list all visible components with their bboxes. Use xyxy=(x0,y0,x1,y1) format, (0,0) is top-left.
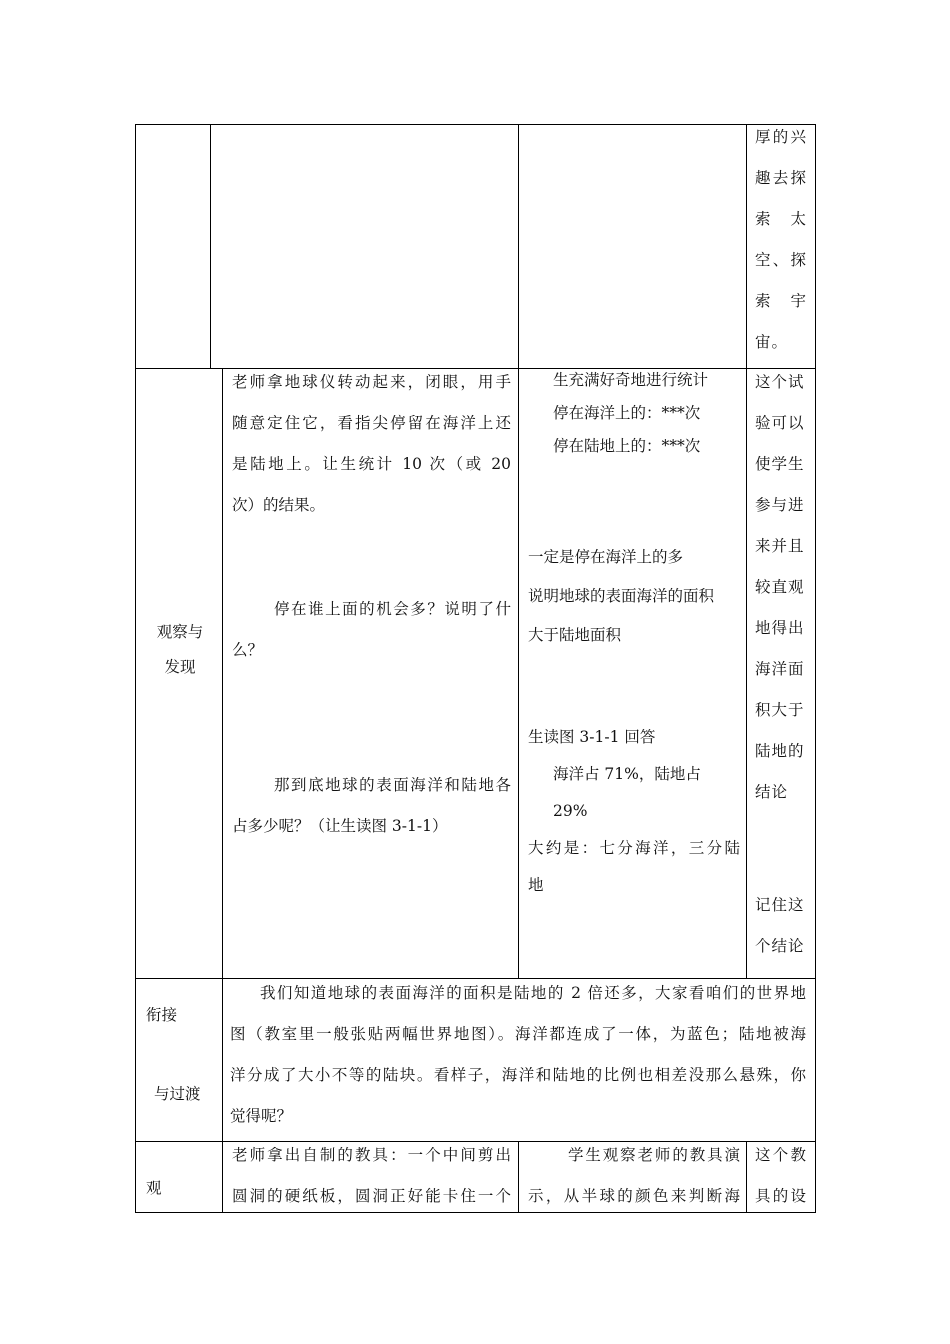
design-line: 地得出 xyxy=(755,619,805,637)
student-line: 大于陆地面积 xyxy=(528,626,622,644)
student-line: 地 xyxy=(528,876,544,894)
r1-col-divider-b xyxy=(518,124,519,368)
row2-student-block-c xyxy=(528,719,740,904)
r3-col-divider-a xyxy=(222,978,223,1141)
r2-col-divider-c xyxy=(746,368,747,978)
r4-col-divider-c xyxy=(746,1141,747,1212)
row2-teacher-paragraph-2 xyxy=(232,589,511,671)
design-line: 海洋面 xyxy=(755,660,805,678)
student-line: 大约是：七分海洋，三分陆 xyxy=(528,839,740,857)
teacher-line: 占多少呢？（让生读图 3-1-1） xyxy=(232,817,448,835)
student-line: 海洋占 71%，陆地占 29% xyxy=(553,765,701,820)
teacher-line: 老师拿地球仪转动起来，闭眼，用手 xyxy=(232,373,511,391)
design-line: 结论 xyxy=(755,783,789,801)
r2-col-divider-b xyxy=(518,368,519,978)
r4-col-divider-b xyxy=(518,1141,519,1212)
row2-section-label xyxy=(150,615,210,685)
r1-col-divider-c xyxy=(746,124,747,368)
row4-design-intent xyxy=(755,1135,807,1217)
r1-col-divider-a xyxy=(210,124,211,368)
teacher-line: 老师拿出自制的教具：一个中间剪出 xyxy=(232,1146,511,1164)
table-top-border xyxy=(135,124,816,125)
teacher-line: 那到底地球的表面海洋和陆地各 xyxy=(274,776,511,794)
row1-design-line: 索 太 xyxy=(755,210,807,228)
r2-col-divider-a xyxy=(222,368,223,978)
row4-section-label xyxy=(146,1168,162,1209)
row2-design-intent-b xyxy=(755,885,807,967)
transition-line: 图（教室里一般张贴两幅世界地图）。海洋都连成了一体，为蓝色；陆地被海 xyxy=(230,1025,806,1043)
student-line: 停在陆地上的：***次 xyxy=(553,437,701,455)
student-line: 生读图 3-1-1 回答 xyxy=(528,728,656,746)
design-line: 参与进 xyxy=(755,496,805,514)
row3-label-line: 与过渡 xyxy=(154,1085,201,1103)
teacher-line: 停在谁上面的机会多？说明了什 xyxy=(274,600,511,618)
student-line: 学生观察老师的教具演 xyxy=(568,1146,740,1164)
design-line: 积大于 xyxy=(755,701,805,719)
student-line: 生充满好奇地进行统计 xyxy=(553,371,709,389)
row4-label-text: 观 xyxy=(146,1179,162,1197)
table-left-border xyxy=(135,124,136,1213)
teacher-line: 么？ xyxy=(232,641,264,659)
row2-teacher-paragraph-3 xyxy=(232,765,511,847)
row4-teacher-text xyxy=(232,1135,511,1217)
row3-section-label-bottom xyxy=(154,1074,201,1115)
design-line: 较直观 xyxy=(755,578,805,596)
row1-design-line: 宙。 xyxy=(755,333,789,351)
row2-teacher-paragraph-1 xyxy=(232,362,511,526)
row1-design-intent xyxy=(755,117,807,363)
student-line: 停在海洋上的：***次 xyxy=(553,404,701,422)
row1-design-line: 趣去探 xyxy=(755,169,807,187)
row3-label-line: 衔接 xyxy=(146,1006,178,1024)
row2-design-intent xyxy=(755,362,807,813)
row1-design-line: 索 宇 xyxy=(755,292,807,310)
row3-section-label-top xyxy=(146,995,177,1036)
design-line: 验可以 xyxy=(755,414,805,432)
design-line: 个结论 xyxy=(755,937,805,955)
transition-line: 洋分成了大小不等的陆块。看样子，海洋和陆地的比例也相差没那么悬殊，你 xyxy=(230,1066,806,1084)
row4-student-text xyxy=(528,1135,740,1217)
design-line: 这个教 xyxy=(755,1146,807,1164)
student-line: 一定是停在海洋上的多 xyxy=(528,548,684,566)
teacher-line: 随意定住它，看指尖停留在海洋上还 xyxy=(232,414,511,432)
design-line: 这个试 xyxy=(755,373,805,391)
transition-line: 我们知道地球的表面海洋的面积是陆地的 2 倍还多，大家看咱们的世界地 xyxy=(260,984,806,1002)
design-line: 记住这 xyxy=(755,896,805,914)
design-line: 使学生 xyxy=(755,455,805,473)
design-line: 具的设 xyxy=(755,1187,807,1205)
r4-col-divider-a xyxy=(222,1141,223,1212)
row2-student-block-b xyxy=(528,538,743,655)
student-line: 示，从半球的颜色来判断海 xyxy=(528,1187,740,1205)
row1-design-line: 厚的兴 xyxy=(755,128,807,146)
design-line: 来并且 xyxy=(755,537,805,555)
teacher-line: 次）的结果。 xyxy=(232,496,326,514)
table-right-border xyxy=(815,124,816,1213)
teacher-line: 圆洞的硬纸板，圆洞正好能卡住一个 xyxy=(232,1187,511,1205)
row2-label-line: 发现 xyxy=(164,658,196,676)
row1-design-line: 空、探 xyxy=(755,251,807,269)
row2-student-block-a xyxy=(553,364,743,463)
design-line: 陆地的 xyxy=(755,742,805,760)
transition-line: 觉得呢？ xyxy=(230,1107,293,1125)
teacher-line: 是陆地上。让生统计 10 次（或 20 xyxy=(232,455,511,473)
row3-transition-text xyxy=(230,973,806,1137)
row2-label-line: 观察与 xyxy=(156,623,204,641)
student-line: 说明地球的表面海洋的面积 xyxy=(528,587,715,605)
